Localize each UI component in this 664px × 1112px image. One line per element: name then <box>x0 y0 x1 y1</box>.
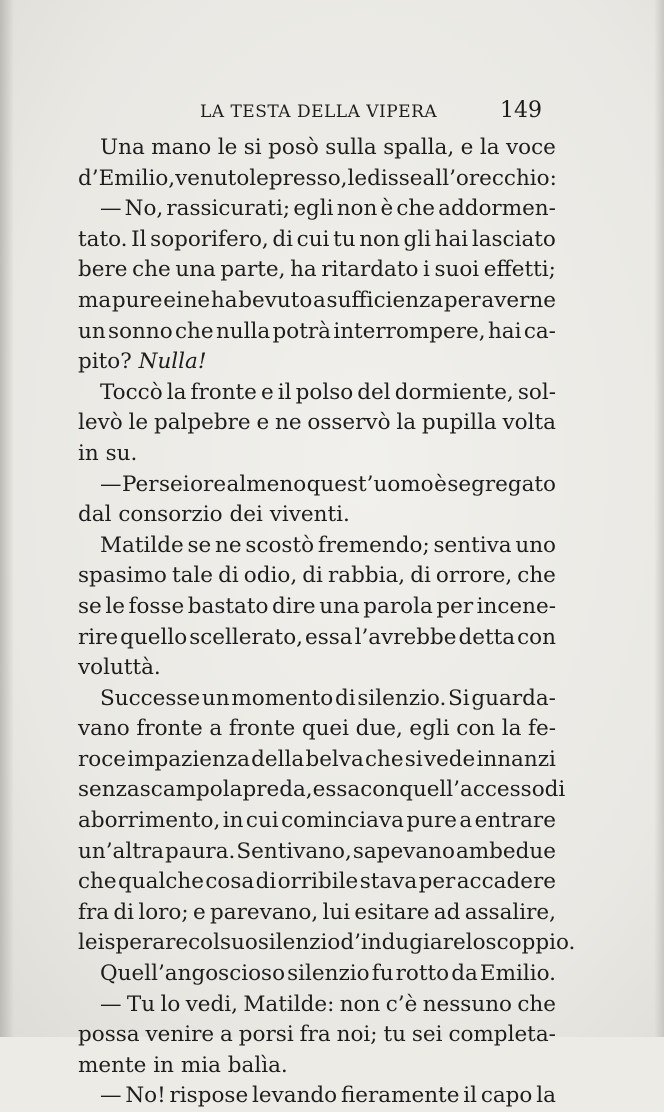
word: gli <box>403 226 431 252</box>
word: cosa <box>205 869 255 895</box>
text-line <box>78 653 556 684</box>
word: col <box>188 930 220 956</box>
word: dal <box>78 502 112 528</box>
word: che <box>78 869 117 895</box>
word: scoppio. <box>485 930 576 956</box>
word: rotto <box>395 961 450 987</box>
word: lo <box>160 991 181 1017</box>
word: due, <box>355 716 403 742</box>
word: pure <box>406 808 457 834</box>
word: lei <box>78 930 105 956</box>
word: il <box>463 1083 477 1109</box>
word: Il <box>131 226 147 252</box>
word: posò <box>268 135 319 160</box>
word: che <box>174 318 214 344</box>
word: esitare <box>354 899 430 925</box>
word: levando <box>252 1083 338 1109</box>
text-line <box>78 531 556 562</box>
word: guarda- <box>471 685 556 711</box>
word: è <box>434 471 447 497</box>
word: Si <box>448 685 470 711</box>
word: tale <box>171 563 213 589</box>
word: del <box>357 379 391 405</box>
word: orrore, <box>435 563 513 589</box>
text-line <box>78 775 566 806</box>
word: ca- <box>523 318 556 344</box>
word: No, <box>124 196 164 222</box>
word: ritardato <box>321 257 419 283</box>
word: fremendo; <box>317 532 430 558</box>
word: la <box>501 716 522 742</box>
word: completa- <box>448 1022 556 1048</box>
text-line <box>78 714 556 745</box>
text-line <box>78 317 556 348</box>
word: lui <box>322 899 351 925</box>
word: silenzio. <box>357 685 447 711</box>
word: venutole <box>175 165 269 191</box>
word: possa <box>78 1022 140 1048</box>
word: su. <box>105 440 138 466</box>
text-line <box>78 255 556 286</box>
word: Matilde: <box>243 991 335 1017</box>
word: uno <box>515 532 556 558</box>
word: sonno <box>108 318 173 344</box>
text-line <box>78 133 556 164</box>
word: la <box>479 135 500 160</box>
word: Emilio. <box>479 961 556 987</box>
word: a <box>313 287 326 313</box>
word: fra <box>299 1022 331 1048</box>
word: per <box>436 593 474 619</box>
word: quell’accesso <box>399 777 545 803</box>
word: noi; <box>336 1022 378 1048</box>
word: rispose <box>169 1083 249 1109</box>
word: tato. <box>78 226 128 252</box>
word: Tu <box>126 991 156 1017</box>
word: una <box>319 593 360 619</box>
text-line <box>78 500 556 531</box>
word: disse <box>367 165 423 191</box>
word: sperare <box>104 930 189 956</box>
word: pupilla <box>421 410 497 436</box>
word: essa <box>304 624 353 650</box>
word: fu <box>371 961 394 987</box>
word: mia <box>180 1052 221 1078</box>
text-line <box>78 1051 556 1082</box>
text-line <box>78 928 576 959</box>
text-line <box>78 867 556 898</box>
page-edge <box>654 0 664 1037</box>
word: si <box>404 746 423 772</box>
word: la <box>396 410 417 436</box>
word: Matilde <box>100 532 184 558</box>
word: sentiva <box>433 532 512 558</box>
word: scostò <box>245 532 315 558</box>
word: all’orecchio: <box>422 165 557 191</box>
word: capo <box>480 1083 533 1109</box>
word: mente <box>78 1052 147 1078</box>
word: che <box>517 563 556 589</box>
word: silenzio <box>287 961 370 987</box>
word: in <box>153 1052 174 1078</box>
text-line <box>78 164 556 195</box>
word: bevuto <box>238 287 313 313</box>
word: c’è <box>385 991 418 1017</box>
word: — <box>100 991 122 1017</box>
word: mano <box>151 135 212 160</box>
word: paura. <box>165 838 236 864</box>
text-line <box>78 225 556 256</box>
word: Toccò <box>100 379 163 405</box>
word: vano <box>78 716 130 742</box>
word: addormen- <box>438 196 556 222</box>
word: incene- <box>476 593 556 619</box>
word: consorzio <box>118 502 223 528</box>
word: per <box>443 287 481 313</box>
word: la <box>222 777 243 803</box>
body-text <box>78 133 576 1112</box>
word: egli <box>293 196 334 222</box>
word: in <box>222 808 244 834</box>
text-line <box>78 1081 556 1112</box>
word: per <box>418 869 456 895</box>
word: nessuno <box>422 991 512 1017</box>
word: di <box>218 563 239 589</box>
text-line <box>78 745 556 776</box>
running-head <box>82 98 552 130</box>
word: scellerato, <box>189 624 303 650</box>
word: in <box>78 440 99 466</box>
word: tu <box>333 226 356 252</box>
text-line <box>78 286 556 317</box>
word: quello <box>120 624 188 650</box>
word: sapevano <box>352 838 455 864</box>
word: è <box>380 196 394 222</box>
word: le <box>347 165 368 191</box>
word: voluttà. <box>78 655 161 681</box>
word: a <box>459 808 473 834</box>
word: dei <box>229 502 263 528</box>
word: momento <box>231 685 334 711</box>
word: pito? <box>78 349 132 375</box>
word: la <box>536 1083 556 1109</box>
word: soporifero, <box>150 226 269 252</box>
word: sufficienza <box>326 287 444 313</box>
word: porsi <box>238 1022 294 1048</box>
word: parola <box>363 593 433 619</box>
word: parte, <box>220 257 286 283</box>
word: voce <box>506 135 556 160</box>
word: hai <box>434 226 469 252</box>
word: d’indugiare <box>340 930 466 956</box>
word: — <box>100 1083 122 1109</box>
word: silenzio <box>257 930 341 956</box>
word: di <box>272 226 294 252</box>
text-line <box>78 347 556 378</box>
word: della <box>251 746 305 772</box>
word: scampo <box>139 777 223 803</box>
word: viventi. <box>269 502 350 528</box>
word: ha <box>210 287 238 313</box>
text-line <box>78 990 556 1021</box>
word: belva <box>305 746 364 772</box>
word: e <box>192 899 206 925</box>
word: qualche <box>118 869 204 895</box>
word: Sentivano, <box>236 838 352 864</box>
word: che <box>364 746 404 772</box>
word: innanzi <box>476 746 556 772</box>
word: a <box>220 1022 233 1048</box>
word: un <box>201 685 230 711</box>
word: sol- <box>517 379 556 405</box>
word: interrompere, <box>333 318 486 344</box>
word: Emilio, <box>98 165 176 191</box>
word: bastato <box>187 593 269 619</box>
word: hai <box>487 318 522 344</box>
text-line <box>78 194 556 225</box>
word: nulla <box>215 318 271 344</box>
word: ne <box>215 532 242 558</box>
word: con <box>360 777 400 803</box>
word: fieramente <box>340 1083 460 1109</box>
word: — <box>100 196 122 222</box>
word: fe- <box>528 716 556 742</box>
word: entrare <box>474 808 556 834</box>
text-line <box>78 806 556 837</box>
word: di <box>113 899 135 925</box>
word: venire <box>145 1022 215 1048</box>
word: se <box>187 532 212 558</box>
word: ore <box>190 471 227 497</box>
word: rassicurati; <box>166 196 291 222</box>
word: fronte <box>228 716 296 742</box>
word: ne <box>275 410 302 436</box>
word: quest’uomo <box>306 471 434 497</box>
text-line <box>78 959 556 990</box>
word: accadere <box>456 869 556 895</box>
word: dormiente, <box>394 379 514 405</box>
word: lo <box>465 930 486 956</box>
text-line <box>78 898 556 929</box>
word: vedi, <box>185 991 238 1017</box>
word: se <box>78 593 102 619</box>
word: non <box>339 991 381 1017</box>
word: ad <box>433 899 461 925</box>
word: di <box>334 685 356 711</box>
word: preda, <box>242 777 313 803</box>
word: odio, <box>243 563 298 589</box>
word: d’ <box>78 165 99 191</box>
word: Successe <box>100 685 201 711</box>
word: almeno <box>226 471 307 497</box>
word: fra <box>78 899 110 925</box>
word: Quell’angoscioso <box>100 961 286 987</box>
text-line <box>78 684 556 715</box>
word: non <box>336 196 378 222</box>
word: di <box>302 563 323 589</box>
word: ei <box>163 287 183 313</box>
word: ma <box>78 287 112 313</box>
word: si <box>243 135 262 160</box>
word: rire <box>78 624 119 650</box>
word: aborrimento, <box>78 808 221 834</box>
word: ne <box>183 287 211 313</box>
word: le <box>217 135 238 160</box>
word: rabbia, <box>327 563 406 589</box>
text-line <box>78 561 556 592</box>
word: volta <box>502 410 556 436</box>
word: assalire, <box>464 899 556 925</box>
word: spasimo <box>78 563 167 589</box>
word: essa <box>312 777 361 803</box>
text-line <box>78 837 556 868</box>
word: che <box>517 991 556 1017</box>
word: egli <box>409 716 450 742</box>
word: vede <box>423 746 476 772</box>
word: suo <box>219 930 258 956</box>
word: — <box>100 471 122 497</box>
word: balìa. <box>227 1052 288 1078</box>
word: il <box>277 379 292 405</box>
word: palpebre <box>153 410 251 436</box>
word: una <box>175 257 216 283</box>
word: quei <box>301 716 350 742</box>
text-line <box>78 1020 556 1051</box>
word: segregato <box>447 471 556 497</box>
word: potrà <box>272 318 331 344</box>
word: che <box>396 196 435 222</box>
word: osservò <box>307 410 391 436</box>
word: le <box>128 410 149 436</box>
running-title: LA TESTA DELLA VIPERA <box>200 102 438 122</box>
text-line <box>78 592 556 623</box>
word: fronte <box>136 716 203 742</box>
word: parevano, <box>209 899 319 925</box>
word: lasciato <box>471 226 556 252</box>
word: Una <box>100 135 145 160</box>
word: Per <box>121 471 159 497</box>
word: cui <box>245 808 279 834</box>
word: che <box>132 257 171 283</box>
word: tu <box>383 1022 406 1048</box>
text-line <box>78 623 556 654</box>
word: fosse <box>128 593 185 619</box>
word: fronte <box>190 379 257 405</box>
word: da <box>451 961 478 987</box>
word: stava <box>359 869 418 895</box>
word: sei <box>158 471 190 497</box>
text-line <box>78 408 556 439</box>
word: ha <box>290 257 317 283</box>
word: sei <box>411 1022 443 1048</box>
word: non <box>359 226 400 252</box>
word: e <box>260 379 274 405</box>
word: di <box>410 563 431 589</box>
word: pure <box>111 287 163 313</box>
text-line <box>78 470 556 501</box>
word: di <box>255 869 277 895</box>
word: e <box>460 135 474 160</box>
word: impazienza <box>127 746 250 772</box>
word: i <box>423 257 430 283</box>
word: suoi <box>434 257 480 283</box>
word: loro; <box>138 899 189 925</box>
word: orribile <box>277 869 359 895</box>
word: No! <box>125 1083 166 1109</box>
word: un’altra <box>78 838 164 864</box>
word: con <box>456 716 496 742</box>
word: ambedue <box>455 838 556 864</box>
word: un <box>78 318 106 344</box>
word: di <box>544 777 566 803</box>
word: l’avrebbe <box>354 624 457 650</box>
word: le <box>105 593 125 619</box>
word: senza <box>78 777 140 803</box>
word: detta <box>458 624 516 650</box>
word: con <box>517 624 556 650</box>
word: cominciava <box>281 808 404 834</box>
word: bere <box>78 257 128 283</box>
word: a <box>209 716 223 742</box>
word: polso <box>295 379 354 405</box>
word: cui <box>296 226 330 252</box>
word: sulla <box>325 135 377 160</box>
word: averne <box>481 287 556 313</box>
word: spalla, <box>383 135 455 160</box>
text-line <box>78 439 556 470</box>
word: presso, <box>268 165 348 191</box>
page-number: 149 <box>500 98 542 123</box>
word: e <box>256 410 270 436</box>
text-line <box>78 378 556 409</box>
word: effetti; <box>483 257 556 283</box>
word: levò <box>78 410 123 436</box>
word: Nulla! <box>138 349 207 375</box>
word: roce <box>78 746 126 772</box>
word: dire <box>272 593 316 619</box>
gutter-shadow <box>0 0 14 1037</box>
word: la <box>166 379 187 405</box>
